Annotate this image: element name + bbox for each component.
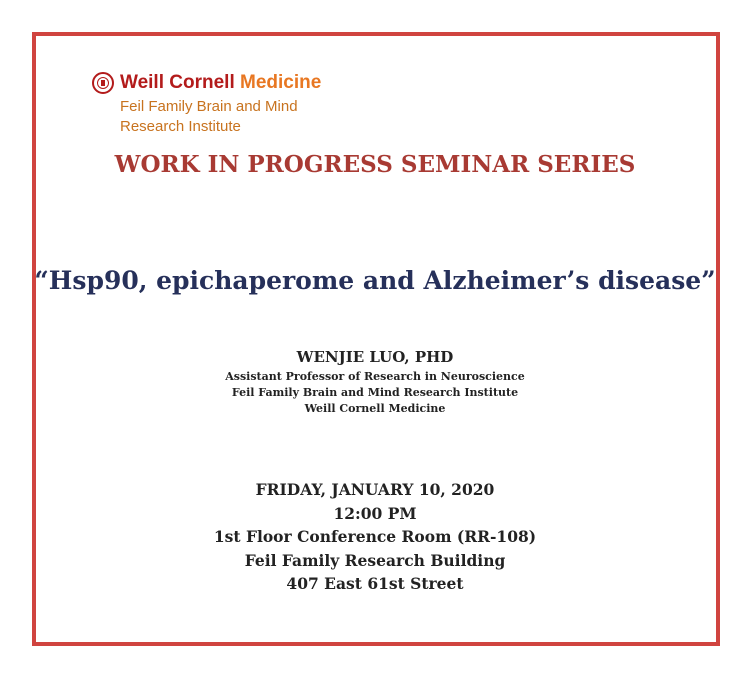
event-time: 12:00 PM bbox=[333, 503, 417, 523]
talk-title: “Hsp90, epichaperome and Alzheimer’s disease” bbox=[34, 266, 716, 295]
seminar-series-title: WORK IN PROGRESS SEMINAR SERIES bbox=[114, 151, 636, 178]
speaker-institution: Weill Cornell Medicine bbox=[304, 402, 446, 415]
logo-brand-part1: Weill Cornell bbox=[120, 72, 235, 93]
event-details bbox=[0, 478, 750, 596]
institute-line-2: Research Institute bbox=[120, 118, 241, 135]
logo-institute bbox=[120, 97, 298, 137]
logo-wordmark bbox=[120, 70, 321, 96]
event-address: 407 East 61st Street bbox=[286, 574, 464, 593]
speaker-title: Assistant Professor of Research in Neuroscience bbox=[225, 370, 525, 383]
cornell-seal-icon bbox=[92, 72, 114, 94]
speaker-block bbox=[0, 345, 750, 417]
event-date: FRIDAY, JANUARY 10, 2020 bbox=[255, 480, 495, 499]
event-room: 1st Floor Conference Room (RR-108) bbox=[213, 527, 537, 546]
speaker-name: WENJIE LUO, PHD bbox=[296, 348, 454, 366]
speaker-department: Feil Family Brain and Mind Research Institute bbox=[231, 386, 519, 399]
logo-brand-part2: Medicine bbox=[240, 72, 322, 93]
event-building: Feil Family Research Building bbox=[244, 550, 506, 570]
institute-line-1: Feil Family Brain and Mind bbox=[120, 98, 298, 115]
